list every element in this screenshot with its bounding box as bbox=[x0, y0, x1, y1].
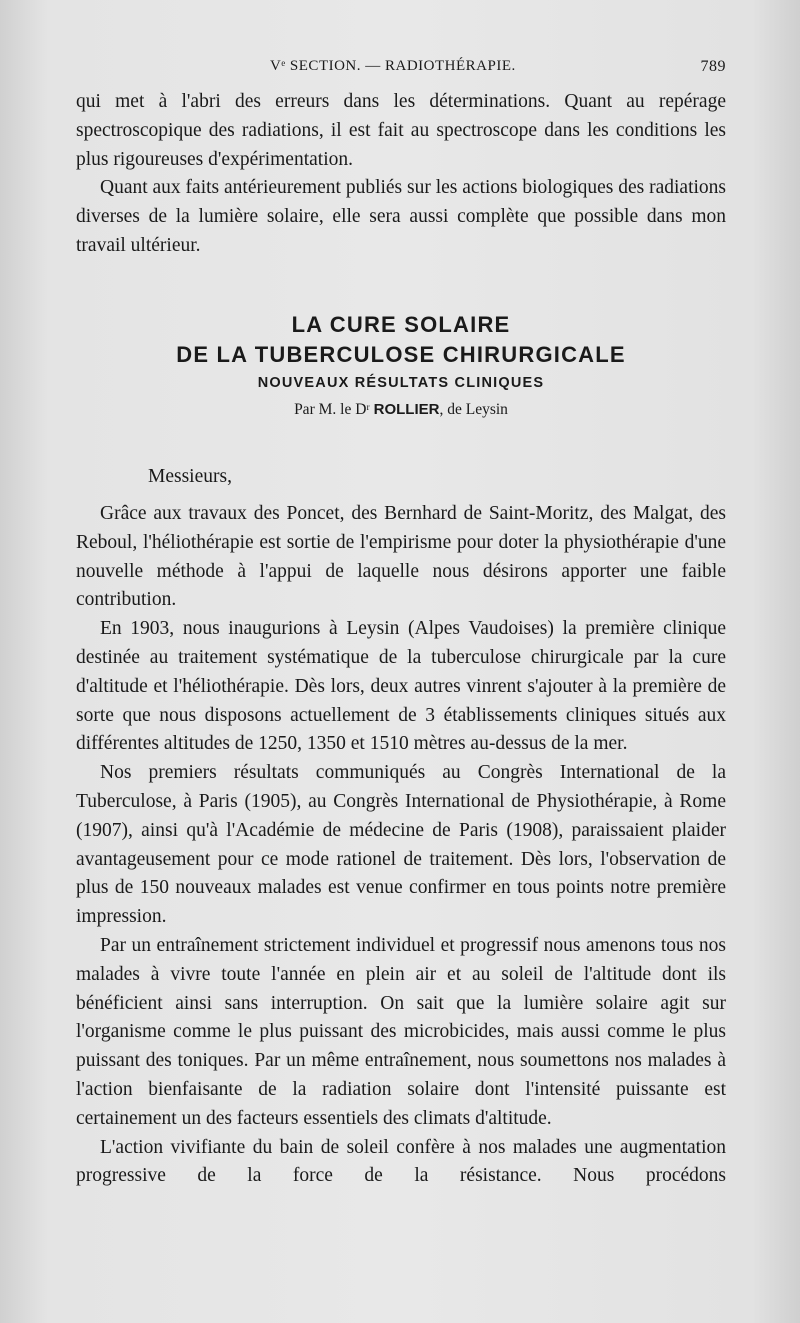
paragraph-1: Grâce aux travaux des Poncet, des Bernhard de Saint-Moritz, des Malgat, des Reboul, l'héliothérapie est sortie de l'empirisme pour doter la physiothérapie d'une nouvelle méthode à l'appui de laquelle nous désirons apporter une faible contribution. bbox=[76, 503, 726, 611]
byline-suffix: , de Leysin bbox=[439, 401, 508, 418]
byline bbox=[76, 396, 726, 424]
author-name: ROLLIER bbox=[373, 401, 440, 418]
page-number: 789 bbox=[700, 58, 726, 75]
article-heading bbox=[76, 310, 726, 424]
intro-text bbox=[76, 88, 726, 261]
byline-prefix: Par M. le Dʳ bbox=[294, 401, 374, 418]
salutation: Messieurs, bbox=[148, 466, 232, 487]
intro-paragraph-2: Quant aux faits antérieurement publiés sur les actions biologiques des radiations diverses de la lumière solaire, elle sera aussi complète que possible dans mon travail ultérieur. bbox=[76, 177, 727, 256]
article-title-line-1: LA CURE SOLAIRE bbox=[291, 312, 511, 337]
paragraph-5: L'action vivifiante du bain de soleil confère à nos malades une augmentation progressive de la force de la résistance. Nous procédons bbox=[76, 1136, 726, 1187]
paragraph-2: En 1903, nous inaugurions à Leysin (Alpes Vaudoises) la première clinique destinée au traitement systématique de la tuberculose chirurgicale par la cure d'altitude et l'héliothérapie. Dès lors, deux autres vinrent s'ajouter à la première de sorte que nous disposons actuellement de 3 établissements cliniques situés aux différentes altitudes de 1250, 1350 et 1510 mètres au-dessus de la mer. bbox=[76, 618, 726, 755]
running-head bbox=[76, 58, 726, 80]
paragraph-4: Par un entraînement strictement individuel et progressif nous amenons tous nos malades à vivre toute l'année en plein air et au soleil de l'altitude dont ils bénéficient ainsi sans interruption. On sait que la lumière solaire agit sur l'organisme comme le plus puissant des microbicides, mais aussi comme le plus puissant des toniques. Par un même entraînement, nous soumettons nos malades à l'action bienfaisante de la radiation solaire dont l'intensité puissante est certainement un des facteurs essentiels des climats d'altitude. bbox=[76, 934, 726, 1129]
paragraph-3: Nos premiers résultats communiqués au Congrès International de la Tuberculose, à Paris (1905), au Congrès International de Physiothérapie, à Rome (1907), ainsi qu'à l'Académie de médecine de Paris (1908), paraissaient plaider avantageusement pour ce mode rationel de traitement. Dès lors, l'observation de plus de 150 nouveaux malades est venue confirmer en tous points notre première impression. bbox=[76, 762, 726, 928]
intro-paragraph-1: qui met à l'abri des erreurs dans les déterminations. Quant au repérage spectroscopique des radiations, il est fait au spectroscope dans les conditions les plus rigoureuses d'expérimentation. bbox=[76, 91, 726, 170]
article-body bbox=[76, 500, 726, 1191]
article-subtitle: NOUVEAUX RÉSULTATS CLINIQUES bbox=[257, 375, 545, 391]
section-title: Vᵉ SECTION. — RADIOTHÉRAPIE. bbox=[270, 58, 516, 74]
article-title-line-2: DE LA TUBERCULOSE CHIRURGICALE bbox=[176, 342, 626, 367]
